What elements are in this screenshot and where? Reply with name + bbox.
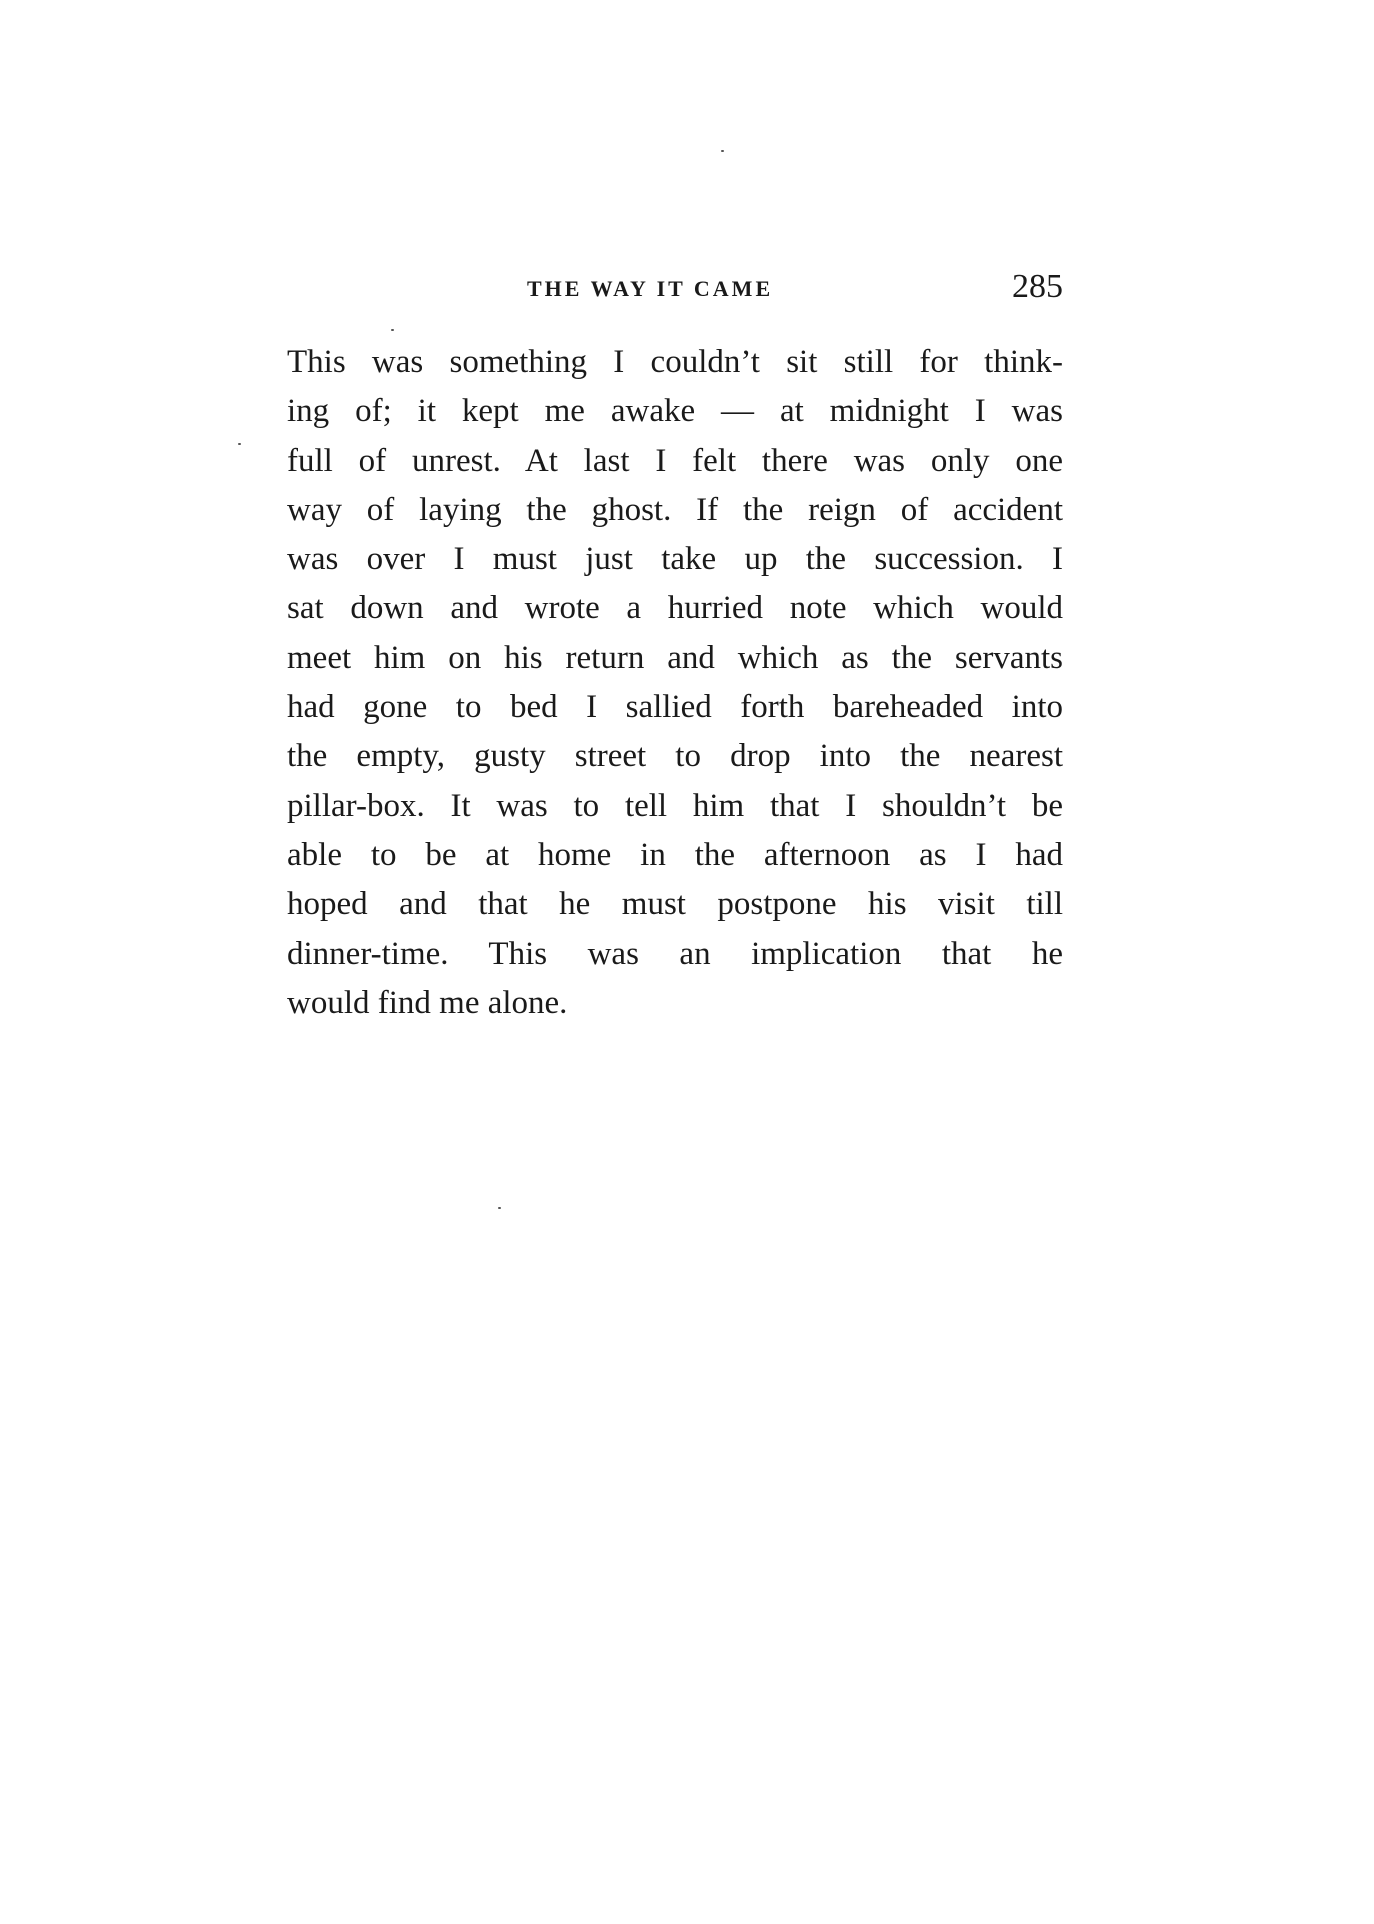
text-line: sat down and wrote a hurried note which would	[287, 590, 1063, 627]
text-line: ing of; it kept me awake — at midnight I was	[287, 393, 1063, 430]
text-line: was over I must just take up the succession. I	[287, 541, 1063, 578]
text-line: the empty, gusty street to drop into the nearest	[287, 738, 1063, 775]
text-line: had gone to bed I sallied forth bareheaded into	[287, 689, 1063, 726]
body-text	[287, 338, 1063, 1028]
text-line: dinner-time. This was an implication that he	[287, 935, 1063, 972]
text-line: full of unrest. At last I felt there was only one	[287, 442, 1063, 479]
running-title: THE WAY IT CAME	[527, 276, 774, 301]
text-line: meet him on his return and which as the servants	[287, 639, 1063, 676]
ink-speck	[238, 443, 241, 445]
text-line: way of laying the ghost. If the reign of accident	[287, 491, 1063, 528]
text-line: This was something I couldn’t sit still for think-	[287, 344, 1063, 380]
page-number: 285	[1012, 268, 1063, 305]
running-head	[287, 268, 1063, 308]
text-line: able to be at home in the afternoon as I had	[287, 836, 1063, 873]
ink-speck	[498, 1207, 501, 1209]
ink-speck	[721, 150, 724, 152]
ink-speck	[391, 329, 394, 331]
text-line: would find me alone.	[287, 984, 568, 1021]
text-line: pillar-box. It was to tell him that I shouldn’t be	[287, 787, 1063, 824]
text-line: hoped and that he must postpone his visit till	[287, 886, 1063, 923]
